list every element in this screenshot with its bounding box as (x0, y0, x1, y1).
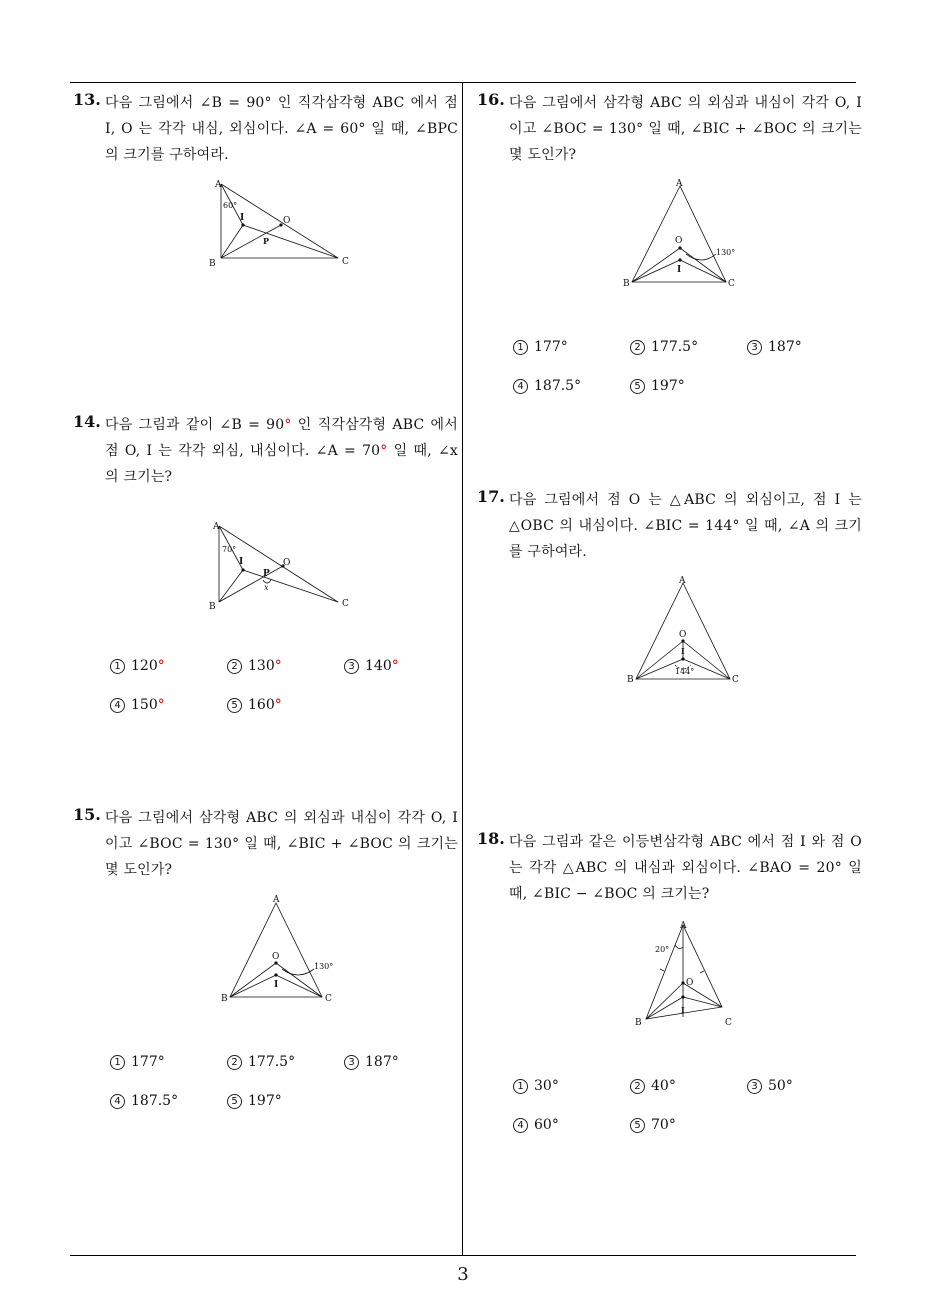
column-divider (462, 82, 463, 1255)
choice-5[interactable]: 5 197° (227, 1093, 282, 1109)
angle-x-label: x (264, 583, 269, 592)
choice-4[interactable]: 4 60° (513, 1117, 559, 1133)
choice-1[interactable]: 1 177° (513, 339, 568, 355)
vertex-a: A (215, 180, 222, 190)
angle-label: 144° (675, 667, 695, 676)
problem-number: 17. (477, 487, 505, 506)
choice-3[interactable]: 3 187° (747, 339, 802, 355)
vertex-c: C (342, 599, 349, 609)
problem-14 (73, 412, 458, 490)
figure-17 (624, 573, 749, 688)
problem-number: 14. (73, 412, 101, 431)
vertex-c: C (728, 279, 735, 289)
problem-15 (73, 805, 458, 883)
choice-3[interactable]: 3 187° (344, 1054, 399, 1070)
problem-16 (477, 90, 862, 168)
vertex-b: B (623, 279, 630, 289)
figure-15 (218, 893, 348, 1008)
choice-3[interactable]: 3 140° (344, 658, 399, 674)
point-p: P (263, 569, 270, 579)
choice-4[interactable]: 4 150° (110, 697, 165, 713)
vertex-b: B (221, 994, 228, 1004)
problem-text: 다음 그림과 같은 이등변삼각형 ABC 에서 점 I 와 점 O 는 각각 △ABC 의 내심과 외심이다. ∠BAO = 20° 일 때, ∠BIC − ∠BOC 의 크기는? (509, 834, 862, 902)
angle-label: 130° (716, 248, 736, 257)
point-i: I (681, 1005, 685, 1015)
point-i: I (240, 213, 245, 223)
angle-label: 20° (655, 945, 670, 954)
problem-text: 다음 그림과 같이 ∠B = 90° 인 직각삼각형 ABC 에서 점 O, I 는 각각 외심, 내심이다. ∠A = 70° 일 때, ∠x 의 크기는? (105, 417, 459, 485)
vertex-a: A (213, 522, 220, 532)
problem-17 (477, 487, 862, 565)
vertex-a: A (273, 895, 280, 905)
figure-16 (620, 176, 750, 291)
bottom-rule (70, 1255, 856, 1256)
choice-2[interactable]: 2 40° (630, 1078, 676, 1094)
point-o: O (679, 630, 687, 640)
problem-text: 다음 그림에서 삼각형 ABC 의 외심과 내심이 각각 O, I 이고 ∠BOC = 130° 일 때, ∠BIC + ∠BOC 의 크기는 몇 도인가? (509, 95, 862, 163)
vertex-b: B (209, 259, 216, 269)
vertex-a: A (680, 921, 687, 931)
problem-number: 13. (73, 90, 101, 109)
choice-3[interactable]: 3 50° (747, 1078, 793, 1094)
point-i: I (677, 265, 682, 275)
point-o: O (675, 236, 683, 246)
angle-label: 70° (222, 545, 237, 554)
angle-label: 130° (314, 962, 334, 971)
vertex-b: B (209, 602, 216, 612)
problem-text: 다음 그림에서 점 O 는 △ABC 의 외심이고, 점 I 는 △OBC 의 내심이다. ∠BIC = 144° 일 때, ∠A 의 크기를 구하여라. (509, 492, 862, 560)
vertex-c: C (342, 257, 349, 267)
problem-18 (477, 829, 862, 907)
vertex-c: C (732, 675, 739, 685)
vertex-b: B (627, 675, 634, 685)
vertex-c: C (725, 1018, 732, 1028)
choice-5[interactable]: 5 197° (630, 378, 685, 394)
point-o: O (283, 558, 291, 568)
problem-number: 16. (477, 90, 505, 109)
problem-text: 다음 그림에서 삼각형 ABC 의 외심과 내심이 각각 O, I 이고 ∠BOC = 130° 일 때, ∠BIC + ∠BOC 의 크기는 몇 도인가? (105, 810, 458, 878)
problem-13 (73, 90, 458, 168)
point-i: I (239, 557, 244, 567)
problem-number: 18. (477, 829, 505, 848)
vertex-b: B (635, 1018, 642, 1028)
page-number: 3 (457, 1264, 469, 1285)
choice-5[interactable]: 5 70° (630, 1117, 676, 1133)
choice-2[interactable]: 2 130° (227, 658, 282, 674)
choice-2[interactable]: 2 177.5° (630, 339, 698, 355)
vertex-a: A (676, 179, 683, 189)
choice-5[interactable]: 5 160° (227, 697, 282, 713)
point-o: O (272, 952, 280, 962)
choice-2[interactable]: 2 177.5° (227, 1054, 295, 1070)
problem-number: 15. (73, 805, 101, 824)
choice-4[interactable]: 4 187.5° (513, 378, 581, 394)
point-i: I (274, 980, 279, 990)
vertex-a: A (679, 576, 686, 586)
choice-4[interactable]: 4 187.5° (110, 1093, 178, 1109)
figure-18 (630, 917, 740, 1032)
figure-14 (205, 520, 365, 615)
choice-1[interactable]: 1 30° (513, 1078, 559, 1094)
vertex-c: C (325, 994, 332, 1004)
choice-1[interactable]: 1 177° (110, 1054, 165, 1070)
choice-1[interactable]: 1 120° (110, 658, 165, 674)
figure-13 (205, 178, 365, 273)
point-i: I (681, 646, 685, 656)
angle-label: 60° (223, 201, 238, 210)
point-o: O (686, 978, 694, 988)
point-o: O (283, 216, 291, 226)
problem-text: 다음 그림에서 ∠B = 90° 인 직각삼각형 ABC 에서 점 I, O 는 각각 내심, 외심이다. ∠A = 60° 일 때, ∠BPC 의 크기를 구하여라. (105, 95, 458, 163)
top-rule (70, 82, 856, 83)
point-p: P (263, 236, 270, 246)
